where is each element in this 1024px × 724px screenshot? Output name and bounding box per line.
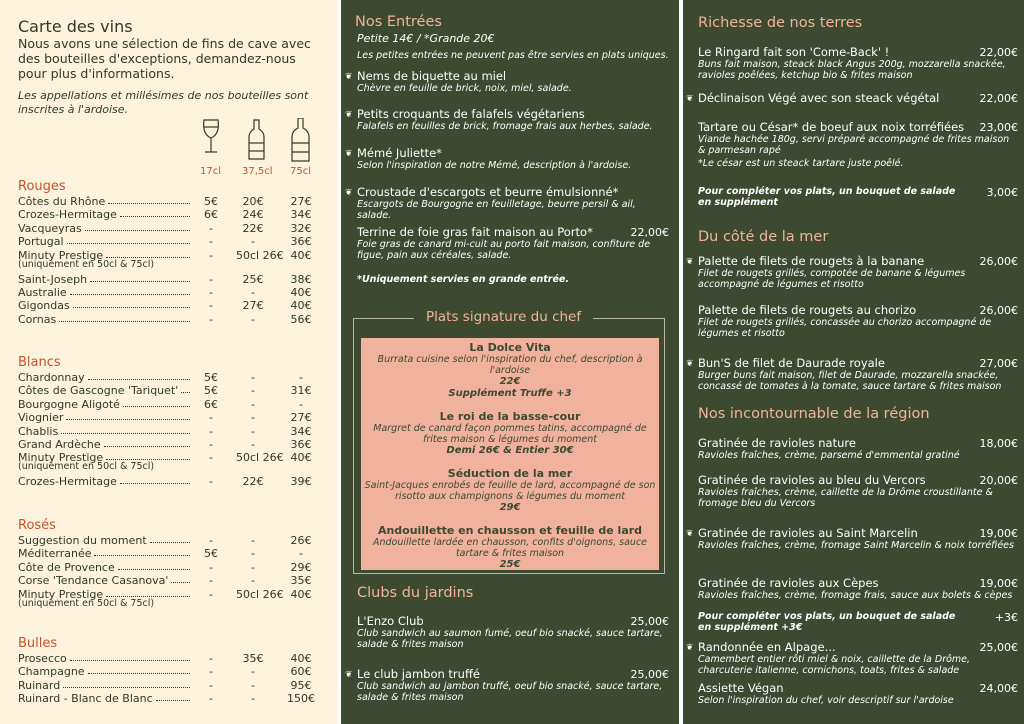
wine-price-p2: -	[251, 312, 255, 326]
wine-name: Gigondas	[18, 299, 70, 313]
item-extra: *Le césar est un steack tartare juste poêlé.	[698, 158, 904, 169]
wine-name: Champagne	[18, 665, 85, 679]
leaf-icon: ❦	[686, 94, 694, 104]
wine-row	[18, 547, 318, 560]
dot-leader	[106, 459, 190, 460]
item-desc: Filet de rougets grillés, compotée de banane & légumes accompagné de légumes et risotto	[698, 268, 966, 290]
item-desc: Selon l'inspiration du chef, voir descriptif sur l'ardoise	[698, 695, 954, 706]
item-desc: Escargots de Bourgogne en feuilletage, beurre persil & ail, salade.	[357, 199, 636, 221]
item-price: 25,00€	[979, 641, 1018, 654]
wine-row	[18, 249, 318, 273]
wine-name: Méditerranée	[18, 547, 92, 561]
signature-item-desc: Margret de canard façon pommes tatins, accompagné de frites maison & légumes du moment	[373, 423, 647, 445]
dot-leader	[106, 257, 190, 258]
dot-leader	[70, 660, 190, 661]
item-desc: Buns fait maison, steack black Angus 200g, mozzarella snackée, ravioles poêlées, ketchup bio & frites maison	[698, 59, 1006, 81]
menu-item	[357, 226, 669, 261]
dot-leader	[108, 203, 190, 204]
entrees-note: Les petites entrées ne peuvent pas être servies en plats uniques.	[357, 50, 669, 61]
item-title: Mémé Juliette*	[357, 146, 442, 160]
menu-item	[698, 121, 1018, 169]
leaf-icon: ❦	[686, 359, 694, 369]
item-title: Croustade d'escargots et beurre émulsionné*	[357, 185, 619, 199]
item-price: +3€	[994, 611, 1018, 624]
wine-price-p1: -	[209, 534, 213, 547]
dot-leader	[63, 687, 190, 688]
leaf-icon: ❦	[345, 149, 353, 159]
wine-row	[18, 398, 318, 411]
item-title: Palette de filets de rougets à la banane	[698, 254, 925, 268]
item-desc: Chèvre en feuille de brick, noix, miel, salade.	[357, 83, 572, 94]
wine-price-p3: 29€	[290, 560, 312, 574]
dot-leader	[67, 243, 190, 244]
item-desc: Camembert entier rôti miel & noix, caillette de la Drôme, charcuterie italienne, cornichons, toats, frites & salade	[698, 654, 971, 676]
dot-leader	[118, 569, 190, 570]
wine-price-p2: 22€	[242, 475, 264, 489]
wine-name: Cornas	[18, 312, 57, 326]
wine-name: Vacqueyras	[18, 221, 82, 235]
wine-row	[18, 384, 318, 397]
clubs-title: Clubs du jardins	[357, 585, 474, 601]
item-title: Nems de biquette au miel	[357, 69, 507, 83]
wine-price-p3: 40€	[290, 587, 312, 601]
wine-row	[18, 665, 318, 678]
mer-title: Du côté de la mer	[698, 229, 829, 245]
wine-price-p2: -	[251, 235, 255, 249]
wine-price-p2: 20€	[242, 195, 264, 208]
wine-row	[18, 222, 318, 235]
item-desc: Club sandwich au saumon fumé, oeuf bio snacké, sauce tartare, salade & frites maison	[357, 628, 663, 650]
item-desc: Pour compléter vos plats, un bouquet de salade en supplément +3€	[698, 611, 956, 633]
wine-price-p2: -	[251, 437, 255, 451]
signature-title: Plats signature du chef	[414, 309, 593, 325]
wine-price-p2: -	[251, 371, 255, 384]
wine-price-p1: 5€	[204, 195, 218, 208]
wine-section	[18, 179, 318, 326]
wine-name: Crozes-Hermitage	[18, 475, 117, 489]
item-desc: Filet de rougets grillés, concassée au chorizo accompagné de légumes et risotto	[698, 317, 992, 339]
entrees-title: Nos Entrées	[355, 14, 442, 30]
item-price: 25,00€	[630, 615, 669, 628]
wine-section	[18, 636, 318, 706]
item-title: Gratinée de ravioles nature	[698, 436, 856, 450]
wine-name: Côte de Provence	[18, 560, 115, 574]
wine-price-p1: -	[209, 560, 213, 574]
wine-price-p2: -	[251, 678, 255, 692]
wine-row	[18, 588, 318, 612]
dot-leader	[171, 582, 190, 583]
menu-item	[357, 668, 669, 703]
menu-item	[698, 577, 1018, 601]
wine-price-p1: -	[209, 299, 213, 313]
dot-leader	[123, 406, 190, 407]
wine-price-p2: 35€	[242, 652, 264, 665]
size-37cl: 37,5cl	[242, 166, 273, 177]
item-desc: Club sandwich au jambon truffé, oeuf bio snacké, sauce tartare, salade & frites maison	[357, 681, 663, 703]
item-price: 26,00€	[979, 255, 1018, 268]
menu-item	[698, 437, 1018, 461]
wine-price-p2: -	[251, 397, 255, 411]
wine-row	[18, 574, 318, 587]
wine-price-p3: 40€	[290, 299, 312, 313]
wine-name: Bourgogne Aligoté	[18, 397, 120, 411]
wine-section	[18, 355, 318, 489]
dot-leader	[106, 596, 190, 597]
wine-name: Corse 'Tendance Casanova'	[18, 574, 169, 588]
wine-row	[18, 371, 318, 384]
signature-item-title: Andouillette en chausson et feuille de lard	[377, 524, 643, 537]
wine-price-p1: 5€	[204, 384, 218, 398]
wine-price-p2: -	[251, 411, 255, 425]
wine-note: Les appellations et millésimes de nos bouteilles sont inscrites à l'ardoise.	[18, 89, 309, 116]
wine-price-p3: 36€	[290, 235, 312, 249]
wine-price-p3: -	[299, 371, 303, 384]
wine-price-p1: -	[209, 272, 213, 286]
signature-item-title: Le roi de la basse-cour	[439, 410, 581, 423]
item-desc: Ravioles fraîches, crème, caillette de la Drôme croustillante & fromage bleu du Vercors	[698, 487, 993, 509]
size-75cl: 75cl	[290, 166, 312, 177]
wine-price-p3: 26€	[290, 534, 312, 547]
wine-price-p1: -	[209, 652, 213, 665]
wine-name: Crozes-Hermitage	[18, 208, 117, 222]
leaf-icon: ❦	[686, 257, 694, 267]
item-title: Gratinée de ravioles au Saint Marcelin	[698, 526, 918, 540]
menu-item	[357, 108, 669, 132]
menu-item	[357, 70, 669, 94]
leaf-icon: ❦	[345, 188, 353, 198]
menu-item	[698, 474, 1018, 509]
item-desc: Ravioles fraîches, crème, fromage frais, sauce aux bolets & cèpes	[698, 590, 1013, 601]
wine-row	[18, 286, 318, 299]
terres-title: Richesse de nos terres	[698, 15, 863, 31]
item-price: 18,00€	[979, 437, 1018, 450]
wine-title: Carte des vins	[18, 17, 133, 36]
wine-glass-icon	[204, 120, 219, 152]
menu-item	[698, 641, 1018, 676]
wine-price-p3: 34€	[290, 208, 312, 222]
item-desc: Viande hachée 180g, servi préparé accompagné de frites maison & parmesan rapé	[698, 134, 1010, 156]
item-desc: Ravioles fraîches, crème, parsemé d'emmental gratiné	[698, 450, 960, 461]
menu-item	[698, 611, 1018, 633]
wine-price-p2: -	[251, 560, 255, 574]
half-bottle-icon	[249, 120, 264, 159]
menu-item	[698, 357, 1018, 392]
signature-item-extra: Supplément Truffe +3	[448, 388, 572, 399]
wine-price-p2: -	[251, 692, 255, 706]
menu-item	[698, 92, 1018, 105]
middle-column	[341, 0, 679, 724]
wine-row	[18, 679, 318, 692]
menu-item	[698, 527, 1018, 551]
item-title: L'Enzo Club	[357, 614, 424, 628]
wine-price-p1: 6€	[204, 208, 218, 222]
entrees-sizes: Petite 14€ / *Grande 20€	[357, 32, 495, 45]
wine-sub-note: (uniquement en 50cl & 75cl)	[18, 258, 155, 270]
wine-price-p3: -	[299, 397, 303, 411]
signature-item-price: Demi 26€ & Entier 30€	[446, 445, 574, 456]
wine-row	[18, 273, 318, 286]
wine-price-p3: 38€	[290, 272, 312, 286]
wine-price-p2: 24€	[242, 208, 264, 222]
wine-price-p1: -	[209, 248, 213, 262]
item-price: 3,00€	[986, 186, 1018, 199]
wine-price-p1: -	[209, 451, 213, 465]
signature-item-desc: Andouillette lardée en chausson, confits d'oignons, sauce tartare & frites maison	[372, 537, 648, 559]
wine-price-p1: -	[209, 692, 213, 706]
wine-row	[18, 652, 318, 665]
leaf-icon: ❦	[345, 72, 353, 82]
signature-item	[361, 524, 659, 571]
wine-row	[18, 534, 318, 547]
wine-intro: Nous avons une sélection de fins de cave avec des bouteilles d'exceptions, demandez-nous pour plus d'informations.	[18, 36, 311, 81]
item-desc: Burger buns fait maison, filet de Daurade, mozzarella snackée, concassé de tomates à la tomate, sauce tartare & frites maison	[698, 370, 1002, 392]
wine-row	[18, 438, 318, 451]
wine-name: Ruinard - Blanc de Blanc	[18, 692, 153, 706]
wine-price-p2: -	[251, 574, 255, 588]
item-title: Assiette Végan	[698, 681, 784, 695]
dot-leader	[73, 307, 190, 308]
wine-price-p3: 40€	[290, 248, 312, 262]
leaf-icon: ❦	[345, 670, 353, 680]
wine-price-p3: 95€	[290, 678, 312, 692]
wine-price-p3: 35€	[290, 574, 312, 588]
dot-leader	[61, 433, 190, 434]
wine-price-p1: -	[209, 587, 213, 601]
signature-item	[361, 341, 659, 400]
dot-leader	[120, 216, 190, 217]
signature-item-price: 25€	[499, 559, 521, 570]
item-price: 26,00€	[979, 304, 1018, 317]
wine-price-p3: 32€	[290, 221, 312, 235]
wine-price-p2: 22€	[242, 221, 264, 235]
region-title: Nos incontournable de la région	[698, 406, 930, 422]
dot-leader	[104, 446, 190, 447]
item-desc: Ravioles fraîches, crème, fromage Saint Marcelin & noix torréfiées	[698, 540, 1014, 551]
wine-name: Minuty Prestige	[18, 451, 104, 465]
signature-item	[361, 467, 659, 514]
wine-name: Minuty Prestige	[18, 248, 104, 262]
item-price: 20,00€	[979, 474, 1018, 487]
item-title: Tartare ou César* de boeuf aux noix torréfiées	[698, 120, 965, 134]
wine-price-p3: 60€	[290, 665, 312, 679]
item-price: 25,00€	[630, 668, 669, 681]
wine-price-p2: 50cl 26€	[236, 587, 284, 601]
wine-row	[18, 195, 318, 208]
wine-price-p2: -	[251, 384, 255, 398]
item-price: 19,00€	[979, 577, 1018, 590]
wine-section-title: Bulles	[18, 636, 58, 651]
dot-leader	[94, 555, 190, 556]
wine-name: Portugal	[18, 235, 64, 249]
wine-section	[18, 518, 318, 612]
wine-section-title: Rosés	[18, 518, 56, 533]
wine-price-p3: 34€	[290, 424, 312, 438]
leaf-icon: ❦	[345, 110, 353, 120]
wine-price-p1: -	[209, 475, 213, 489]
menu-item	[698, 46, 1018, 81]
wine-price-p3: 40€	[290, 451, 312, 465]
wine-price-p2: 50cl 26€	[236, 248, 284, 262]
wine-price-p2: -	[251, 665, 255, 679]
wine-price-p2: 25€	[242, 272, 264, 286]
wine-row	[18, 451, 318, 475]
wine-price-p2: 50cl 26€	[236, 451, 284, 465]
wine-price-p2: -	[251, 424, 255, 438]
item-price: 19,00€	[979, 527, 1018, 540]
signature-item	[361, 410, 659, 457]
entrees-footnote: *Uniquement servies en grande entrée.	[357, 274, 569, 285]
wine-row	[18, 299, 318, 312]
wine-price-p3: 39€	[290, 475, 312, 489]
glass-bottle-icons	[196, 118, 321, 162]
wine-price-p2: 27€	[242, 299, 264, 313]
wine-price-p3: 36€	[290, 437, 312, 451]
wine-row	[18, 411, 318, 424]
item-price: 27,00€	[979, 357, 1018, 370]
wine-name: Chardonnay	[18, 371, 85, 384]
leaf-icon: ❦	[686, 529, 694, 539]
wine-price-p1: -	[209, 411, 213, 425]
item-title: Randonnée en Alpage...	[698, 640, 836, 654]
dot-leader	[90, 281, 190, 282]
wine-section-title: Rouges	[18, 179, 66, 194]
signature-item-title: La Dolce Vita	[469, 341, 551, 354]
item-price: 22,00€	[979, 92, 1018, 105]
item-title: Le club jambon truffé	[357, 667, 480, 681]
item-price: 22,00€	[630, 226, 669, 239]
wine-price-p3: 56€	[290, 312, 312, 326]
menu-item	[357, 615, 669, 650]
wine-price-p2: -	[251, 285, 255, 299]
dot-leader	[181, 392, 190, 393]
item-title: Petits croquants de falafels végétariens	[357, 107, 585, 121]
wine-price-p3: 150€	[287, 692, 315, 706]
wine-price-p3: -	[299, 547, 303, 561]
wine-price-p1: 5€	[204, 371, 218, 384]
wine-price-p3: 27€	[290, 411, 312, 425]
wine-price-p3: 27€	[290, 195, 312, 208]
signature-item-desc: Burrata cuisine selon l'inspiration du chef, description à l'ardoise	[377, 354, 643, 376]
wine-row	[18, 235, 318, 248]
dot-leader	[66, 419, 190, 420]
wine-row	[18, 313, 318, 326]
menu-item	[698, 304, 1018, 339]
wine-name: Prosecco	[18, 652, 67, 665]
dot-leader	[88, 379, 190, 380]
item-desc: Selon l'inspiration de notre Mémé, description à l'ardoise.	[357, 160, 632, 171]
menu-item	[698, 186, 1018, 208]
wine-name: Suggestion du moment	[18, 534, 147, 547]
wine-name: Côtes de Gascogne 'Tariquet'	[18, 384, 179, 398]
wine-price-p1: -	[209, 678, 213, 692]
wine-price-p1: -	[209, 437, 213, 451]
wine-name: Australie	[18, 285, 67, 299]
signature-item-title: Séduction de la mer	[447, 467, 573, 480]
item-desc: Pour compléter vos plats, un bouquet de salade en supplément	[698, 186, 956, 208]
wine-section-title: Blancs	[18, 355, 61, 370]
wine-name: Côtes du Rhône	[18, 195, 106, 208]
wine-price-p1: -	[209, 285, 213, 299]
item-title: Déclinaison Végé avec son steack végétal	[698, 91, 940, 105]
dot-leader	[150, 542, 190, 543]
wine-name: Viognier	[18, 411, 64, 425]
dot-leader	[88, 673, 190, 674]
dot-leader	[70, 294, 190, 295]
item-desc: Foie gras de canard mi-cuit au porto fait maison, confiture de figue, pain aux céréales, salade.	[357, 239, 651, 261]
wine-name: Minuty Prestige	[18, 587, 104, 601]
signature-item-desc: Saint-Jacques enrobés de feuille de lard, accompagné de son risotto aux champignons & légumes du moment	[364, 480, 656, 502]
item-title: Le Ringard fait son 'Come-Back' !	[698, 45, 890, 59]
wine-name: Grand Ardèche	[18, 437, 101, 451]
wine-row	[18, 692, 318, 705]
wine-price-p2: -	[251, 534, 255, 547]
wine-sub-note: (uniquement en 50cl & 75cl)	[18, 597, 155, 609]
menu-item	[357, 147, 669, 171]
wine-name: Saint-Joseph	[18, 272, 88, 286]
wine-name: Ruinard	[18, 678, 61, 692]
size-17cl: 17cl	[200, 166, 222, 177]
menu-item	[357, 186, 669, 221]
wine-price-p2: -	[251, 547, 255, 561]
wine-name: Chablis	[18, 424, 59, 438]
wine-price-p1: -	[209, 574, 213, 588]
wine-row	[18, 475, 318, 488]
dot-leader	[85, 230, 190, 231]
dot-leader	[59, 321, 190, 322]
wine-price-p3: 31€	[290, 384, 312, 398]
item-price: 24,00€	[979, 682, 1018, 695]
wine-price-p1: -	[209, 221, 213, 235]
right-column	[683, 0, 1024, 724]
signature-box	[361, 338, 659, 570]
item-price: 23,00€	[979, 121, 1018, 134]
wine-row	[18, 208, 318, 221]
wine-price-p1: 5€	[204, 547, 218, 561]
wine-price-p1: -	[209, 312, 213, 326]
item-title: Terrine de foie gras fait maison au Porto*	[357, 225, 593, 239]
wine-row	[18, 425, 318, 438]
wine-price-p1: 6€	[204, 397, 218, 411]
item-title: Gratinée de ravioles aux Cèpes	[698, 576, 879, 590]
menu-item	[698, 255, 1018, 290]
wine-row	[18, 561, 318, 574]
wine-price-p3: 40€	[290, 652, 312, 665]
wine-price-p1: -	[209, 235, 213, 249]
dot-leader	[156, 700, 190, 701]
wine-price-p1: -	[209, 424, 213, 438]
leaf-icon: ❦	[686, 643, 694, 653]
wine-sub-note: (uniquement en 50cl & 75cl)	[18, 461, 155, 473]
menu-item	[698, 682, 1018, 706]
item-title: Gratinée de ravioles au bleu du Vercors	[698, 473, 926, 487]
item-title: Palette de filets de rougets au chorizo	[698, 303, 917, 317]
item-title: Bun'S de filet de Daurade royale	[698, 356, 885, 370]
signature-item-price: 29€	[499, 502, 521, 513]
bottle-icon	[292, 118, 309, 161]
signature-item-price: 22€	[499, 376, 521, 387]
wine-price-p3: 40€	[290, 285, 312, 299]
wine-price-p1: -	[209, 665, 213, 679]
item-desc: Falafels en feuilles de brick, fromage frais aux herbes, salade.	[357, 121, 653, 132]
dot-leader	[120, 483, 190, 484]
item-price: 22,00€	[979, 46, 1018, 59]
